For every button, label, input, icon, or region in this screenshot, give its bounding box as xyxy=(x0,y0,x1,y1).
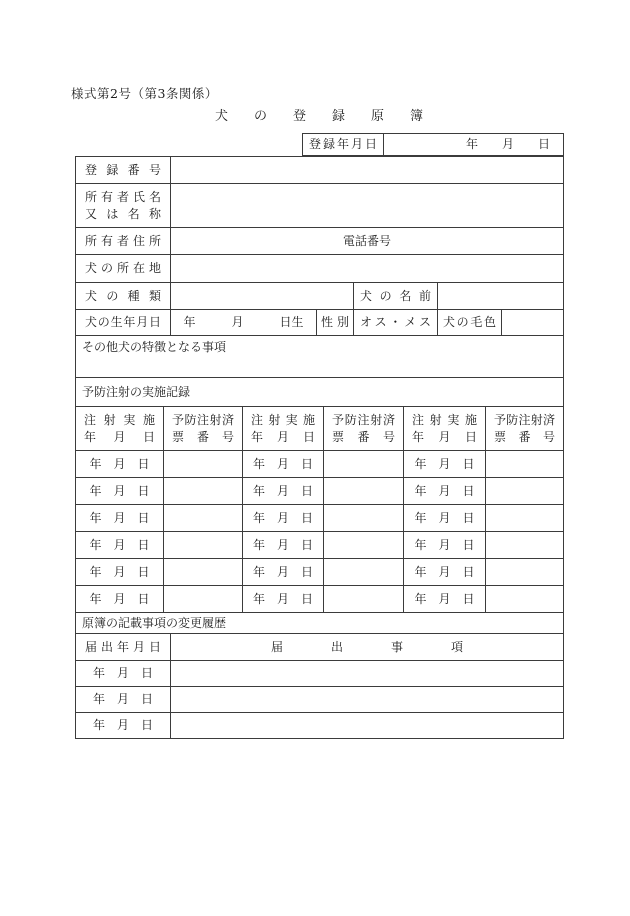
vaccination-date-header-line1: 注射実施 xyxy=(84,413,155,428)
registration-number-label: 登録番号 xyxy=(76,157,171,184)
dog-location-label: 犬の所在地 xyxy=(76,255,171,283)
vaccination-date-cell: 年 月 日 xyxy=(404,559,486,586)
vaccination-date-cell: 年 月 日 xyxy=(404,532,486,559)
registration-date-value: 年 月 日 xyxy=(384,134,564,156)
owner-name-value xyxy=(171,184,564,228)
vaccination-date-cell: 年 月 日 xyxy=(76,586,164,613)
vaccination-section-title: 予防注射の実施記録 xyxy=(76,378,564,407)
vaccination-date-cell: 年 月 日 xyxy=(76,451,164,478)
vaccination-date-header-line2: 年月日 xyxy=(84,429,155,444)
vaccination-number-cell xyxy=(164,559,243,586)
history-section-title: 原簿の記載事項の変更履歴 xyxy=(76,613,564,634)
vaccination-date-header-line1: 注射実施 xyxy=(251,413,315,428)
change-history-table xyxy=(75,612,564,739)
history-date-header: 届出年月日 xyxy=(76,634,171,661)
vaccination-number-cell xyxy=(324,505,404,532)
vaccination-date-cell: 年 月 日 xyxy=(76,505,164,532)
history-matter-header: 届 出 事 項 xyxy=(171,634,564,661)
vaccination-number-cell xyxy=(164,586,243,613)
vaccination-number-cell xyxy=(486,451,564,478)
vaccination-number-cell xyxy=(324,532,404,559)
dog-name-label: 犬の名前 xyxy=(354,283,438,310)
dog-birthdate-label: 犬の生年月日 xyxy=(76,310,171,336)
vaccination-date-header xyxy=(243,407,324,451)
vaccination-number-cell xyxy=(324,586,404,613)
history-matter-cell xyxy=(171,713,564,739)
vaccination-number-cell xyxy=(324,559,404,586)
dog-location-value xyxy=(171,255,564,283)
registration-date-table xyxy=(302,133,564,156)
vaccination-number-cell xyxy=(164,451,243,478)
vaccination-date-cell: 年 月 日 xyxy=(404,505,486,532)
vaccination-number-header-line1: 予防注射済 xyxy=(332,413,395,428)
vaccination-number-cell xyxy=(486,478,564,505)
vaccination-date-cell: 年 月 日 xyxy=(76,532,164,559)
vaccination-number-header xyxy=(486,407,564,451)
vaccination-date-cell: 年 月 日 xyxy=(243,505,324,532)
vaccination-number-header-line1: 予防注射済 xyxy=(494,413,555,428)
form-body xyxy=(75,156,563,739)
vaccination-number-cell xyxy=(164,505,243,532)
vaccination-date-cell: 年 月 日 xyxy=(404,586,486,613)
sex-value: オス・メス xyxy=(354,310,438,336)
vaccination-number-header xyxy=(324,407,404,451)
owner-name-label xyxy=(76,184,171,228)
vaccination-table xyxy=(75,406,564,613)
vaccination-date-header xyxy=(76,407,164,451)
vaccination-number-cell xyxy=(486,559,564,586)
vaccination-date-header xyxy=(404,407,486,451)
owner-address-label: 所有者住所 xyxy=(76,228,171,255)
vaccination-number-header xyxy=(164,407,243,451)
vaccination-number-cell xyxy=(486,532,564,559)
vaccination-date-cell: 年 月 日 xyxy=(243,586,324,613)
form-number-note: 様式第2号（第3条関係） xyxy=(71,86,218,101)
registration-date-label: 登録年月日 xyxy=(303,134,384,156)
vaccination-date-cell: 年 月 日 xyxy=(243,559,324,586)
history-date-cell: 年 月 日 xyxy=(76,713,171,739)
vaccination-number-cell xyxy=(324,451,404,478)
history-matter-cell xyxy=(171,687,564,713)
other-features-cell: その他犬の特徴となる事項 xyxy=(76,336,564,378)
vaccination-date-header-line1: 注射実施 xyxy=(412,413,477,428)
phone-number-label: 電話番号 xyxy=(171,228,564,255)
sex-label: 性別 xyxy=(317,310,354,336)
vaccination-number-cell xyxy=(164,532,243,559)
dog-breed-value xyxy=(171,283,354,310)
owner-dog-info-table xyxy=(75,156,564,407)
dog-name-value xyxy=(438,283,564,310)
vaccination-date-header-line2: 年月日 xyxy=(251,429,315,444)
vaccination-date-cell: 年 月 日 xyxy=(76,478,164,505)
dog-birthdate-value: 年 月 日生 xyxy=(171,310,317,336)
vaccination-number-header-line1: 予防注射済 xyxy=(172,413,234,428)
vaccination-number-cell xyxy=(486,505,564,532)
vaccination-number-header-line2: 票番号 xyxy=(494,429,555,444)
coat-color-label: 犬の毛色 xyxy=(438,310,502,336)
vaccination-number-cell xyxy=(324,478,404,505)
vaccination-date-cell: 年 月 日 xyxy=(243,532,324,559)
vaccination-date-cell: 年 月 日 xyxy=(243,451,324,478)
vaccination-number-cell xyxy=(164,478,243,505)
dog-breed-label: 犬の種類 xyxy=(76,283,171,310)
history-date-cell: 年 月 日 xyxy=(76,687,171,713)
registration-number-value xyxy=(171,157,564,184)
vaccination-date-cell: 年 月 日 xyxy=(404,451,486,478)
vaccination-date-cell: 年 月 日 xyxy=(243,478,324,505)
coat-color-value xyxy=(502,310,564,336)
page-title: 犬 の 登 録 原 簿 xyxy=(214,109,423,124)
vaccination-date-cell: 年 月 日 xyxy=(76,559,164,586)
vaccination-date-cell: 年 月 日 xyxy=(404,478,486,505)
history-matter-cell xyxy=(171,661,564,687)
vaccination-date-header-line2: 年月日 xyxy=(412,429,477,444)
vaccination-number-header-line2: 票番号 xyxy=(332,429,395,444)
vaccination-number-header-line2: 票番号 xyxy=(172,429,234,444)
owner-name-label-line2: 又は名称 xyxy=(85,206,161,221)
owner-name-label-line1: 所有者氏名 xyxy=(85,190,161,205)
history-date-cell: 年 月 日 xyxy=(76,661,171,687)
vaccination-number-cell xyxy=(486,586,564,613)
